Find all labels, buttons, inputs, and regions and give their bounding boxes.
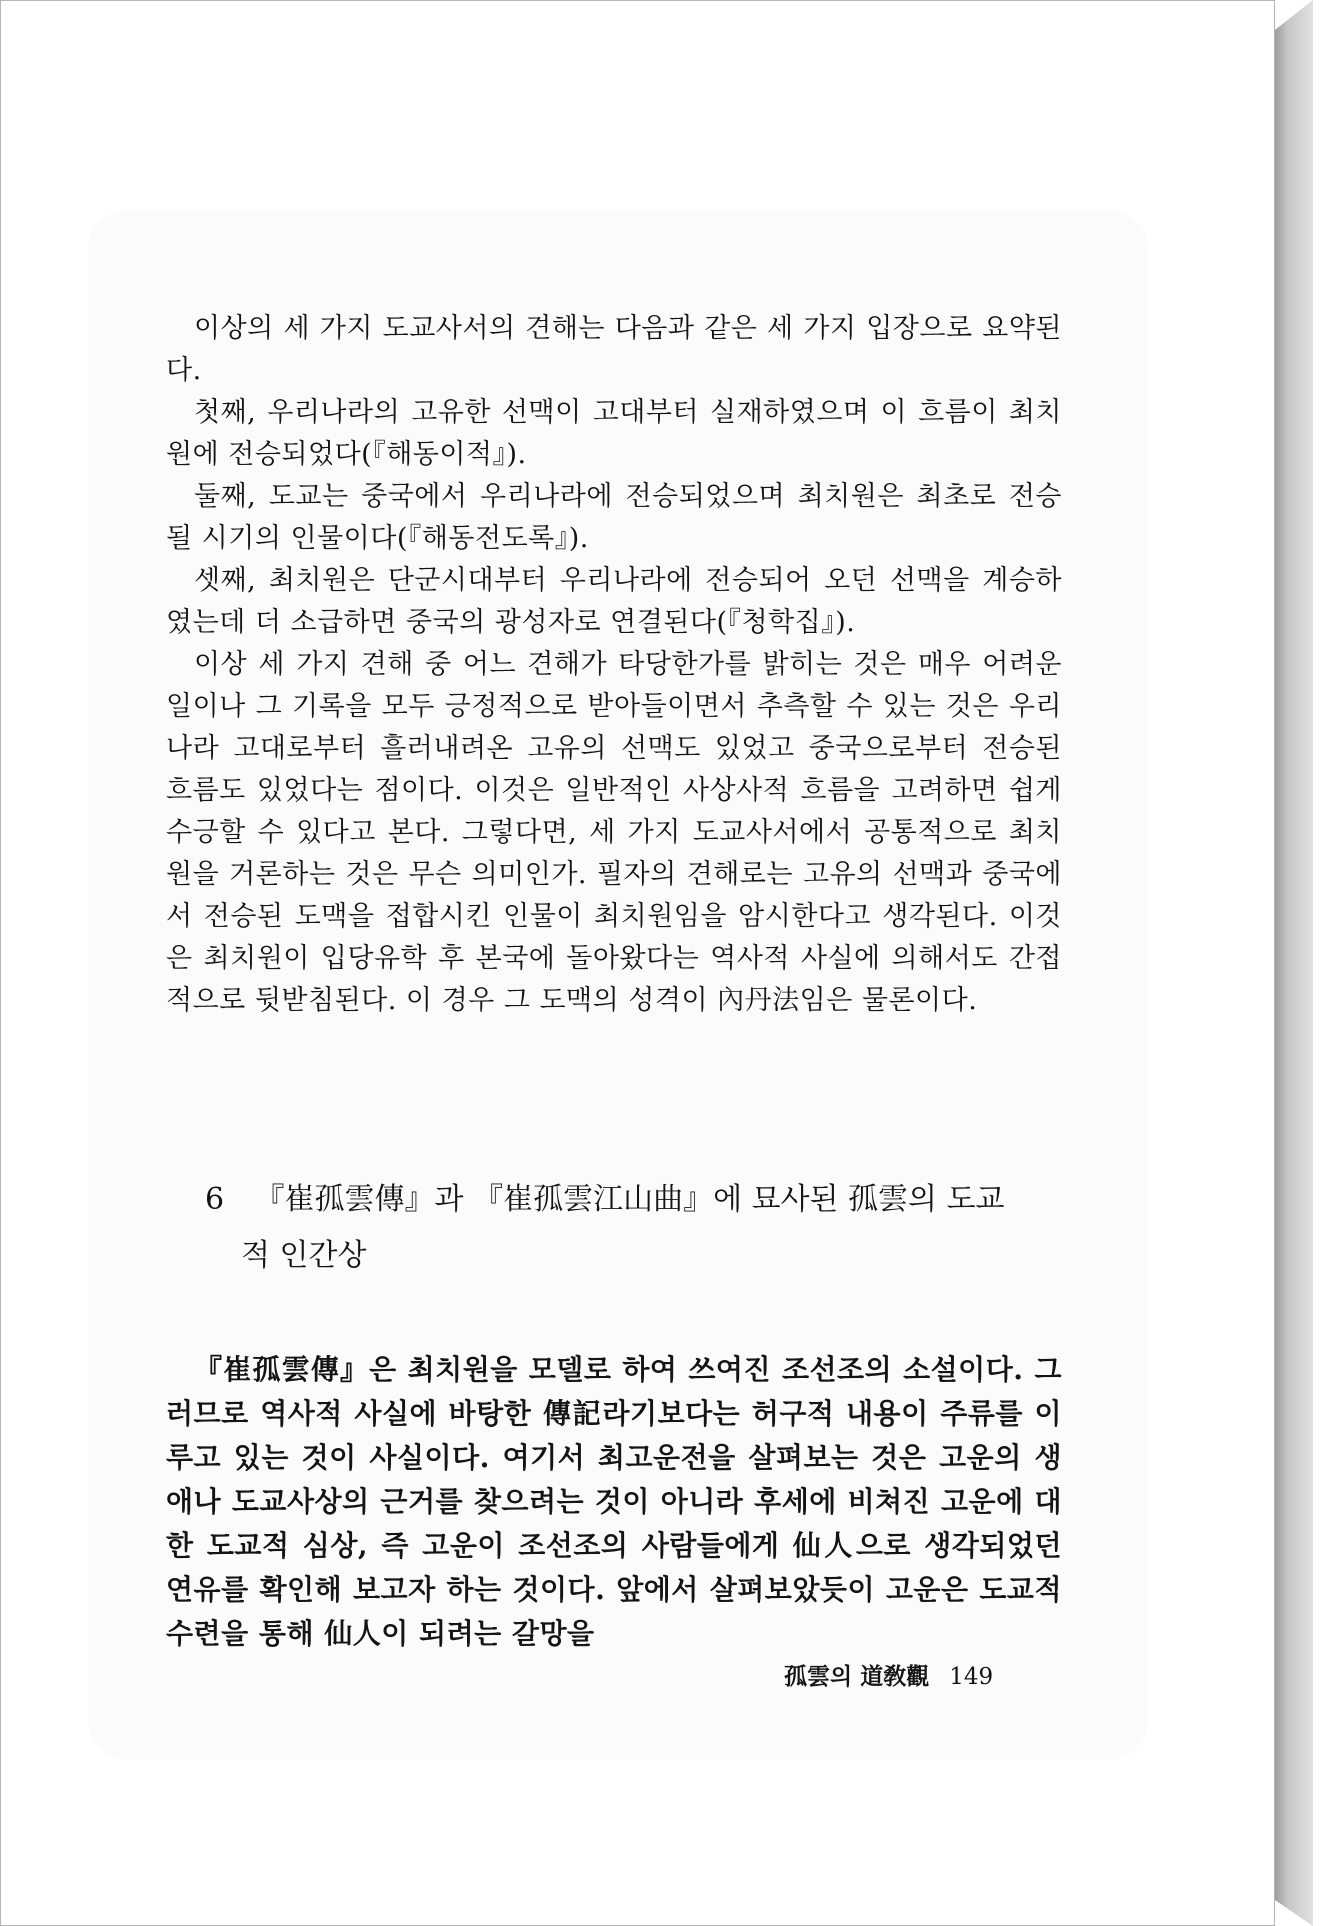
paragraph-discussion: 이상 세 가지 견해 중 어느 견해가 타당한가를 밝히는 것은 매우 어려운 일이나 그 기록을 모두 긍정적으로 받아들이면서 추측할 수 있는 것은 우리나라 고대로부터 흘러내려온 고유의 선맥도 있었고 중국으로부터 전승된 흐름도 있었다는 점이다. 이것은 일반적인 사상사적 흐름을 고려하면 쉽게 수긍할 수 있다고 본다. 그렇다면, 세 가지 도교사서에서 공통적으로 최치원을 거론하는 것은 무슨 의미인가. 필자의 견해로는 고유의 선맥과 중국에서 전승된 도맥을 접합시킨 인물이 최치원임을 암시한다고 생각된다. 이것은 최치원이 입당유학 후 본국에 돌아왔다는 역사적 사실에 의해서도 간접적으로 뒷받침된다. 이 경우 그 도맥의 성격이 內丹法임은 물론이다. — [166, 649, 1062, 1016]
running-title: 孤雲의 道敎觀 — [784, 1663, 930, 1690]
paragraph-third: 셋째, 최치원은 단군시대부터 우리나라에 전승되어 오던 선맥을 계승하였는데 더 소급하면 중국의 광성자로 연결된다(『청학집』). — [166, 565, 1062, 638]
body-text-section-2 — [166, 1348, 1062, 1656]
page-edge-bottom-corner — [1275, 1900, 1313, 1926]
page-number: 149 — [949, 1664, 994, 1690]
page-edge-top-corner — [1275, 0, 1313, 30]
page-footer — [784, 1658, 993, 1691]
paragraph-second: 둘째, 도교는 중국에서 우리나라에 전승되었으며 최치원은 최초로 전승될 시기의 인물이다(『해동전도록』). — [166, 481, 1062, 554]
section-title-line-1: 『崔孤雲傳』과 『崔孤雲江山曲』에 묘사된 孤雲의 도교 — [254, 1182, 1005, 1217]
page-stack-edge — [1275, 0, 1313, 1926]
section-heading — [205, 1172, 1065, 1284]
paragraph-summary: 이상의 세 가지 도교사서의 견해는 다음과 같은 세 가지 입장으로 요약된다. — [166, 313, 1062, 386]
body-text-section-1 — [166, 308, 1062, 1022]
section-number: 6 — [205, 1182, 225, 1217]
paragraph-choegounjeon: 『崔孤雲傳』은 최치원을 모델로 하여 쓰여진 조선조의 소설이다. 그러므로 역사적 사실에 바탕한 傳記라기보다는 허구적 내용이 주류를 이루고 있는 것이 사실이다. 여기서 최고운전을 살펴보는 것은 고운의 생애나 도교사상의 근거를 찾으려는 것이 아니라 후세에 비쳐진 고운에 대한 도교적 심상, 즉 고운이 조선조의 사람들에게 仙人으로 생각되었던 연유를 확인해 보고자 하는 것이다. 앞에서 살펴보았듯이 고운은 도교적 수련을 통해 仙人이 되려는 갈망을 — [166, 1353, 1062, 1650]
paragraph-first: 첫째, 우리나라의 고유한 선맥이 고대부터 실재하였으며 이 흐름이 최치원에 전승되었다(『해동이적』). — [166, 397, 1062, 470]
section-title-line-2: 적 인간상 — [241, 1238, 367, 1273]
